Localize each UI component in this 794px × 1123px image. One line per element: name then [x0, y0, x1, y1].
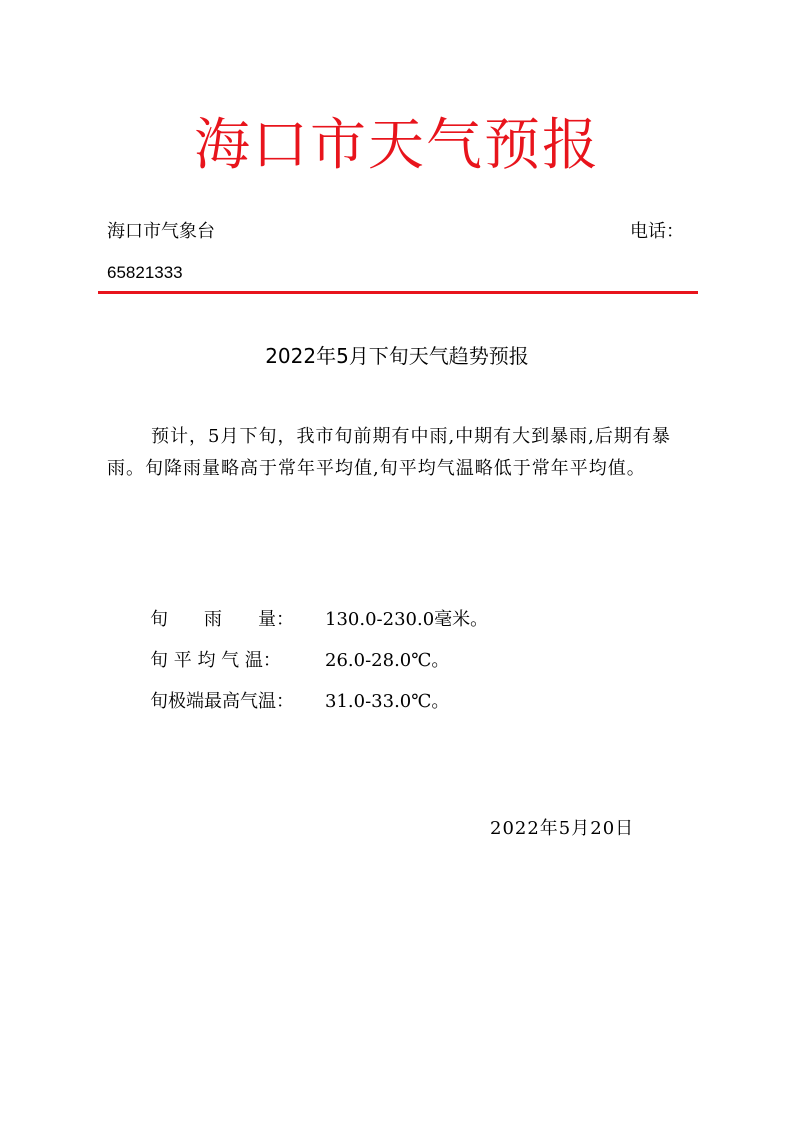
organization-name: 海口市气象台 [107, 221, 215, 242]
stat-value: 31.0-33.0℃。 [325, 691, 450, 712]
stat-label: 旬 雨 量： [150, 609, 294, 630]
stat-value: 26.0-28.0℃。 [325, 650, 450, 671]
stat-label: 旬极端最高气温： [150, 691, 294, 712]
phone-number: 65821333 [107, 263, 183, 282]
issue-date: 2022年5月20日 [490, 818, 635, 839]
stat-avg-temperature [150, 647, 488, 688]
stat-rainfall [150, 606, 488, 647]
document-title: 2022年5月下旬天气趋势预报 [265, 344, 529, 368]
phone-label: 电话： [630, 221, 684, 242]
forecast-paragraph: 预计，5月下旬，我市旬前期有中雨,中期有大到暴雨,后期有暴雨。旬降雨量略高于常年平均值,旬平均气温略低于常年平均值。 [107, 426, 671, 479]
masthead-title: 海口市天气预报 [194, 113, 600, 178]
header-divider [98, 291, 698, 294]
stat-value: 130.0-230.0毫米。 [325, 609, 489, 630]
forecast-stats [150, 606, 488, 729]
stat-max-temperature [150, 688, 488, 729]
stat-label: 旬 平 均 气 温： [150, 650, 281, 671]
